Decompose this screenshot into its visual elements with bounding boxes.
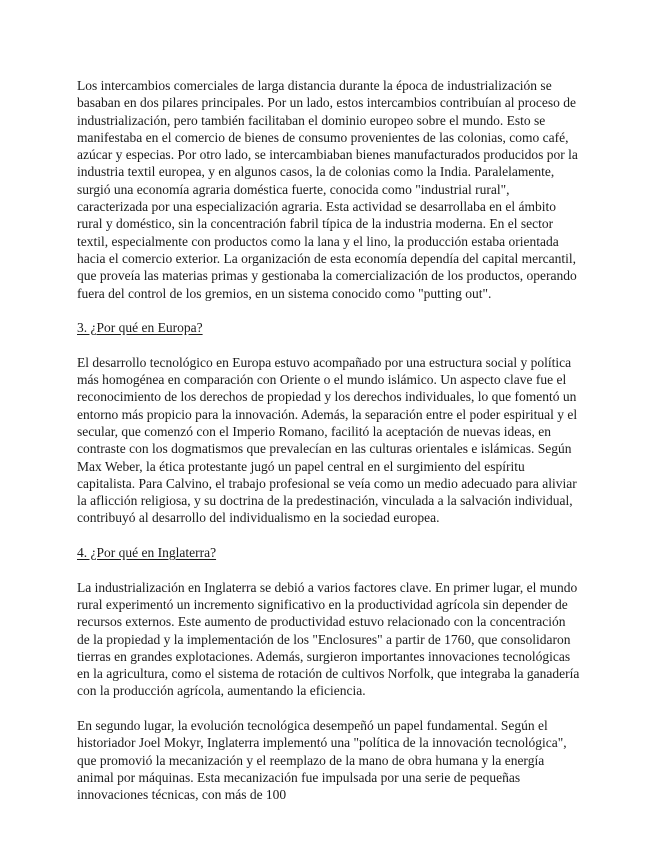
section-heading-europe: 3. ¿Por qué en Europa? [77,320,203,336]
paragraph-england-rural: La industrialización en Inglaterra se debió a varios factores clave. En primer lugar, el mundo rural experimentó un incremento significativo en la productividad agrícola sin depender de recursos externos. Este aumento de productividad estuvo relacionado con la concentración de la propiedad y la implementación de los "Enclosures" a partir de 1760, que consolidaron tierras en grandes explotaciones. Además, surgieron importantes innovaciones tecnológicas en la agricultura, como el sistema de rotación de cultivos Norfolk, que integraba la ganadería con la producción agrícola, aumentando la eficiencia. [77,579,580,699]
paragraph-long-distance-trade: Los intercambios comerciales de larga distancia durante la época de industrialización se basaban en dos pilares principales. Por un lado, estos intercambios contribuían al proceso de industrialización, pero también facilitaban el dominio europeo sobre el mundo. Esto se manifestaba en el comercio de bienes de consumo provenientes de las colonias, como café, azúcar y especias. Por otro lado, se intercambiaban bienes manufacturados producidos por la industria textil europea, y en algunos casos, la de colonias como la India. Paralelamente, surgió una economía agraria doméstica fuerte, conocida como "industrial rural", caracterizada por una especialización agraria. Esta actividad se desarrollaba en el ámbito rural y doméstico, sin la concentración fabril típica de la industria moderna. En el sector textil, especialmente con productos como la lana y el lino, la producción estaba orientada hacia el comercio exterior. La organización de esta economía dependía del capital mercantil, que proveía las materias primas y gestionaba la comercialización de los productos, operando fuera del control de los gremios, en un sistema conocido como "putting out". [77,78,578,301]
paragraph-england-technology: En segundo lugar, la evolución tecnológica desempeñó un papel fundamental. Según el historiador Joel Mokyr, Inglaterra implementó una "política de la innovación tecnológica", que promovió la mecanización y el reemplazo de la mano de obra humana y la energía animal por máquinas. Esta mecanización fue impulsada por una serie de pequeñas innovaciones técnicas, con más de 100 [77,717,567,803]
document-body [77,77,581,821]
paragraph-europe: El desarrollo tecnológico en Europa estuvo acompañado por una estructura social y política más homogénea en comparación con Oriente o el mundo islámico. Un aspecto clave fue el reconocimiento de los derechos de propiedad y los derechos individuales, lo que fomentó un entorno más propicio para la innovación. Además, la separación entre el poder espiritual y el secular, que comenzó con el Imperio Romano, facilitó la aceptación de nuevas ideas, en contraste con los dogmatismos que prevalecían en las culturas orientales e islámicas. Según Max Weber, la ética protestante jugó un papel central en el surgimiento del espíritu capitalista. Para Calvino, el trabajo profesional se veía como un medio adecuado para aliviar la aflicción religiosa, y su doctrina de la predestinación, vinculada a la salvación individual, contribuyó al desarrollo del individualismo en la sociedad europea. [77,354,578,526]
section-heading-england: 4. ¿Por qué en Inglaterra? [77,545,217,561]
